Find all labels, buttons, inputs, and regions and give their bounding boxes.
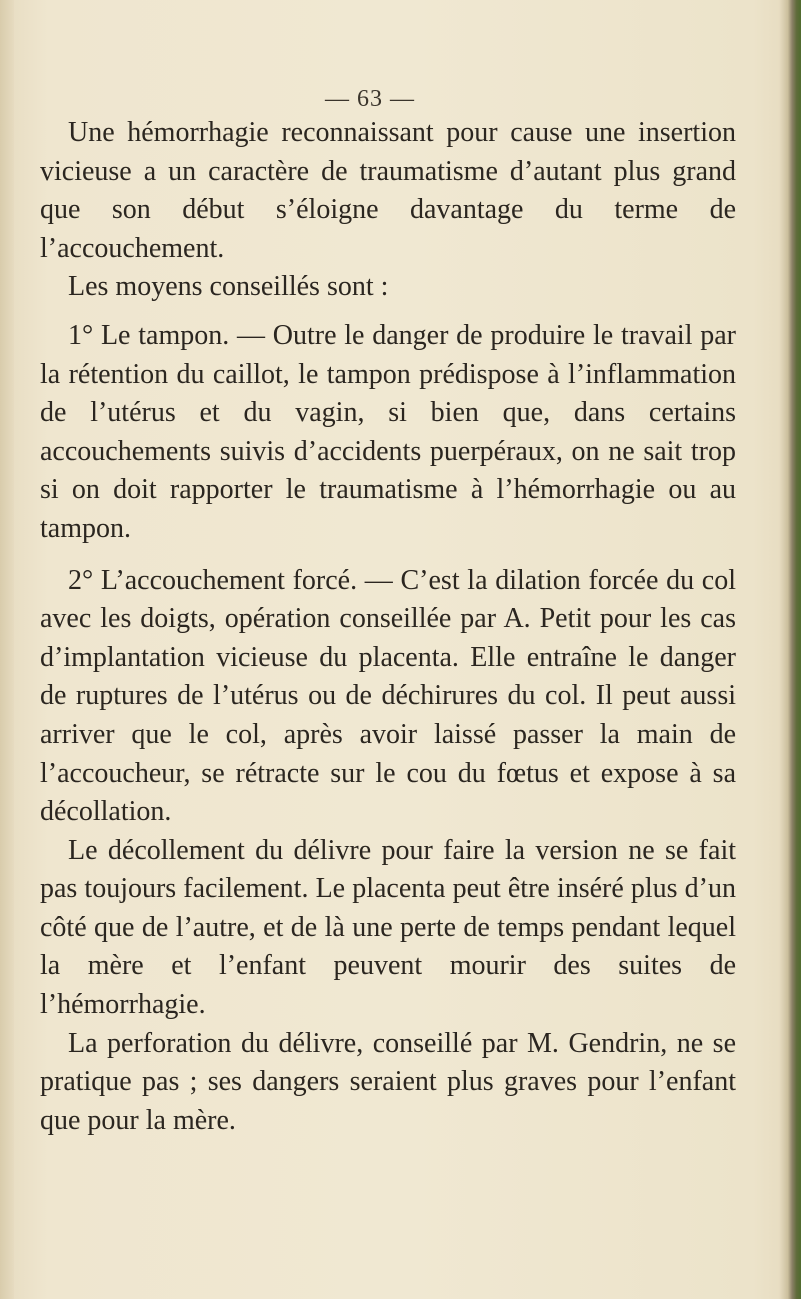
paragraph-5: Le décollement du délivre pour faire la version ne se fait pas toujours facilement. Le placenta peut être inséré plus d’un côté que de l’autre, et de là une perte de temps pendant lequel la mère et l’enfant peuvent mourir des suites de l’hémorrhagie. — [40, 834, 736, 1021]
paragraph-6: La perforation du délivre, conseillé par M. Gendrin, ne se pratique pas ; ses dangers seraient plus graves pour l’enfant que pour la mère. — [40, 1027, 736, 1136]
book-binding-edge — [779, 0, 801, 1299]
page-left-edge — [0, 0, 14, 1299]
paragraph-4: 2° L’accouchement forcé. — C’est la dilation forcée du col avec les doigts, opération conseillée par A. Petit pour les cas d’implantation vicieuse du placenta. Elle entraîne le danger de ruptures de l’utérus ou de déchirures du col. Il peut aussi arriver que le col, après avoir laissé passer la main de l’accoucheur, se rétracte sur le cou du fœtus et expose à sa décollation. — [40, 564, 736, 828]
paragraph-2: Les moyens conseillés sont : — [68, 271, 389, 303]
paragraph-3: 1° Le tampon. — Outre le danger de produire le travail par la rétention du caillot, le tampon prédispose à l’inflammation de l’utérus et du vagin, si bien que, dans certains accouchements suivis d’accidents puerpéraux, on ne sait trop si on doit rapporter le traumatisme à l’hémorrhagie ou au tampon. — [40, 319, 736, 544]
page-number: — 63 — — [325, 86, 415, 112]
paragraph-1: Une hémorrhagie reconnaissant pour cause une insertion vicieuse a un caractère de traumatisme d’autant plus grand que son début s’éloigne davantage du terme de l’accouchement. — [40, 117, 736, 264]
body-text — [40, 114, 736, 1140]
